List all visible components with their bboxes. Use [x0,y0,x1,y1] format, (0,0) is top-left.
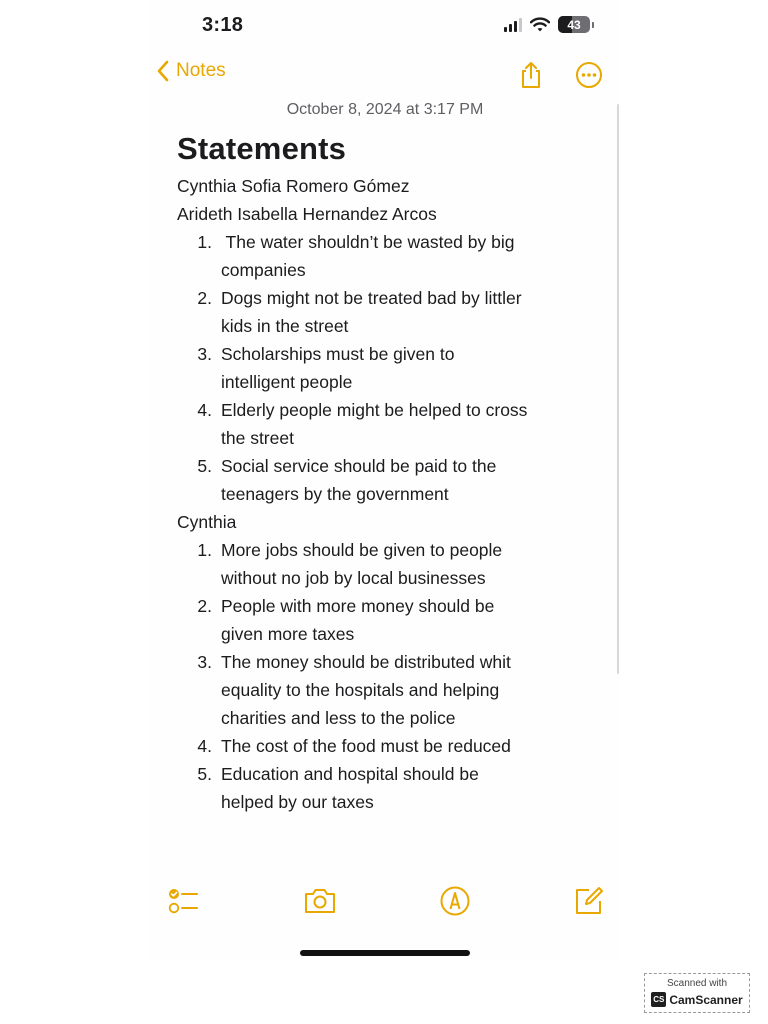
wifi-icon [530,17,550,32]
camera-icon[interactable] [303,884,337,918]
camscanner-logo-icon: CS [651,992,666,1007]
watermark-brand [645,992,749,1007]
nav-bar [150,56,620,96]
list-number: 3. [197,652,212,672]
nav-actions [516,60,604,90]
list-item [177,648,597,732]
statement-list-2 [177,536,597,816]
list-text: The money should be distributed whit equality to the hospitals and helping charities and less to the police [221,652,511,728]
notes-screen [150,0,620,960]
back-button[interactable] [156,60,226,82]
list-number: 2. [197,288,212,308]
list-number: 5. [197,456,212,476]
compose-icon[interactable] [572,884,606,918]
author-line: Cynthia Sofia Romero Gómez [177,176,410,196]
signal-icon [504,18,522,32]
list-text: More jobs should be given to people without no job by local businesses [221,540,503,588]
list-number: 3. [197,344,212,364]
bottom-toolbar [150,884,620,920]
list-text: Elderly people might be helped to cross the street [221,400,528,448]
status-time: 3:18 [202,14,244,36]
note-title: Statements [177,131,347,166]
list-item [177,228,597,284]
list-number: 1. [197,540,212,560]
list-text: Dogs might not be treated bad by littler kids in the street [221,288,522,336]
list-number: 1. [197,232,212,252]
battery-icon [558,16,590,33]
note-date: October 8, 2024 at 3:17 PM [286,101,484,118]
status-icons [504,16,594,33]
share-icon[interactable] [516,60,546,90]
markup-icon[interactable] [438,884,472,918]
list-number: 2. [197,596,212,616]
list-text: People with more money should be given more taxes [221,596,495,644]
list-item [177,396,597,452]
list-item [177,732,597,760]
checklist-icon[interactable] [166,884,200,918]
home-indicator[interactable] [300,950,470,956]
list-number: 4. [197,400,212,420]
back-label: Notes [176,60,226,81]
watermark-brand-name: CamScanner [669,992,743,1007]
chevron-left-icon [156,60,170,82]
list-text: Education and hospital should be helped by our taxes [221,764,479,812]
list-item [177,592,597,648]
list-item [177,340,597,396]
scrollbar[interactable] [617,104,619,674]
camscanner-watermark [644,973,750,1013]
statement-list-1 [177,228,597,508]
watermark-caption: Scanned with [666,978,728,989]
list-text: Social service should be paid to the teenagers by the government [221,456,497,504]
list-text: Scholarships must be given to intelligent people [221,344,455,392]
list-text: The cost of the food must be reduced [221,736,511,756]
list-number: 5. [197,764,212,784]
list-item [177,536,597,592]
list-item [177,452,597,508]
status-bar [150,10,620,42]
list-item [177,760,597,816]
author-line: Arideth Isabella Hernandez Arcos [177,204,437,224]
battery-nub [592,22,594,28]
more-icon[interactable] [574,60,604,90]
list-text: The water shouldn’t be wasted by big companies [221,232,515,280]
list-number: 4. [197,736,212,756]
battery-level: 43 [567,17,581,32]
list-item [177,284,597,340]
section-label: Cynthia [177,512,237,532]
note-body[interactable] [177,130,597,816]
